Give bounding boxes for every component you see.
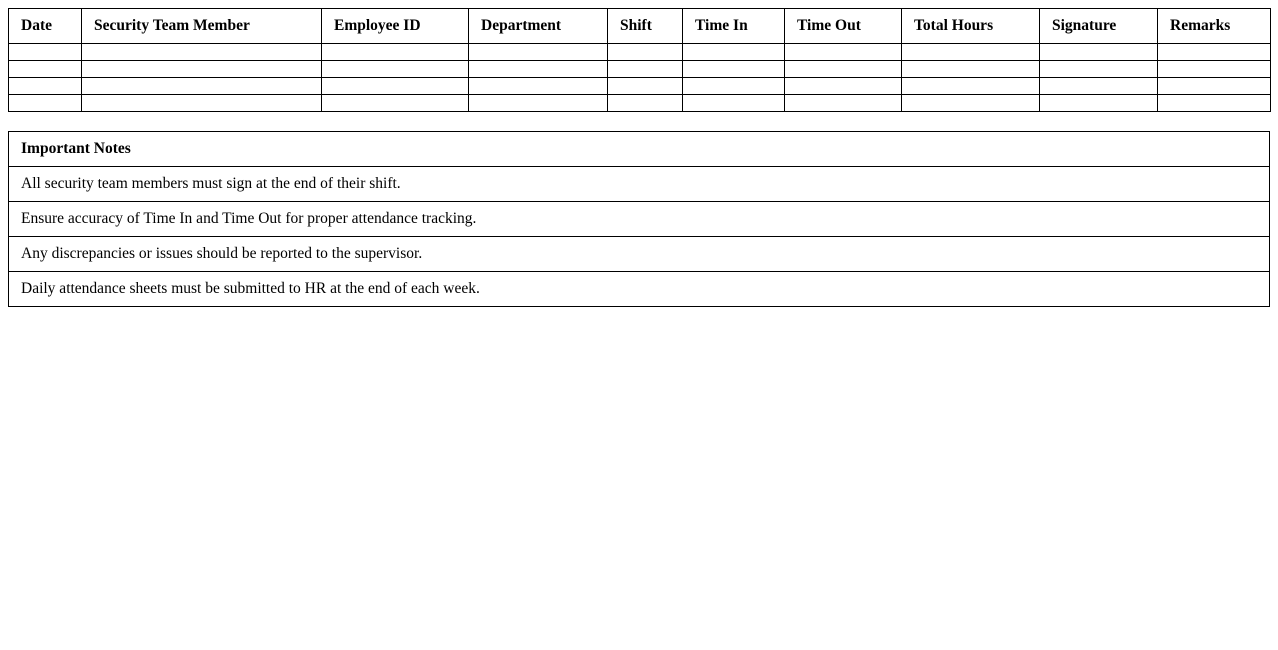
table-cell[interactable]	[82, 78, 322, 95]
column-header-time-in: Time In	[683, 9, 785, 44]
column-header-remarks: Remarks	[1158, 9, 1271, 44]
note-item: All security team members must sign at the end of their shift.	[9, 167, 1270, 202]
note-row	[9, 272, 1270, 307]
table-row	[9, 61, 1271, 78]
notes-title-row	[9, 132, 1270, 167]
table-cell[interactable]	[608, 61, 683, 78]
table-cell[interactable]	[82, 95, 322, 112]
table-cell[interactable]	[785, 44, 902, 61]
table-cell[interactable]	[683, 78, 785, 95]
table-cell[interactable]	[902, 95, 1040, 112]
table-cell[interactable]	[608, 78, 683, 95]
column-header-signature: Signature	[1040, 9, 1158, 44]
important-notes-table	[8, 131, 1270, 307]
table-cell[interactable]	[322, 61, 469, 78]
column-header-date: Date	[9, 9, 82, 44]
column-header-total-hours: Total Hours	[902, 9, 1040, 44]
table-cell[interactable]	[608, 95, 683, 112]
column-header-time-out: Time Out	[785, 9, 902, 44]
table-cell[interactable]	[902, 44, 1040, 61]
table-cell[interactable]	[1040, 78, 1158, 95]
table-cell[interactable]	[1040, 61, 1158, 78]
table-cell[interactable]	[9, 61, 82, 78]
table-row	[9, 78, 1271, 95]
column-header-shift: Shift	[608, 9, 683, 44]
table-cell[interactable]	[1158, 44, 1271, 61]
table-cell[interactable]	[1158, 95, 1271, 112]
table-row	[9, 95, 1271, 112]
column-header-security-team-member: Security Team Member	[82, 9, 322, 44]
table-cell[interactable]	[322, 44, 469, 61]
table-cell[interactable]	[683, 95, 785, 112]
note-row	[9, 202, 1270, 237]
table-cell[interactable]	[785, 61, 902, 78]
note-item: Ensure accuracy of Time In and Time Out for proper attendance tracking.	[9, 202, 1270, 237]
document	[8, 8, 1270, 307]
note-item: Daily attendance sheets must be submitted to HR at the end of each week.	[9, 272, 1270, 307]
table-cell[interactable]	[902, 61, 1040, 78]
table-cell[interactable]	[9, 95, 82, 112]
table-cell[interactable]	[1158, 78, 1271, 95]
notes-title: Important Notes	[9, 132, 1270, 167]
table-cell[interactable]	[469, 95, 608, 112]
column-header-department: Department	[469, 9, 608, 44]
note-item: Any discrepancies or issues should be reported to the supervisor.	[9, 237, 1270, 272]
table-cell[interactable]	[785, 95, 902, 112]
table-cell[interactable]	[9, 44, 82, 61]
note-row	[9, 167, 1270, 202]
table-cell[interactable]	[1158, 61, 1271, 78]
attendance-table	[8, 8, 1271, 112]
table-cell[interactable]	[9, 78, 82, 95]
table-cell[interactable]	[82, 44, 322, 61]
table-cell[interactable]	[785, 78, 902, 95]
table-cell[interactable]	[469, 61, 608, 78]
table-cell[interactable]	[608, 44, 683, 61]
table-cell[interactable]	[902, 78, 1040, 95]
table-cell[interactable]	[683, 61, 785, 78]
table-header-row	[9, 9, 1271, 44]
table-cell[interactable]	[1040, 95, 1158, 112]
table-cell[interactable]	[1040, 44, 1158, 61]
table-cell[interactable]	[322, 95, 469, 112]
table-cell[interactable]	[469, 78, 608, 95]
table-cell[interactable]	[469, 44, 608, 61]
column-header-employee-id: Employee ID	[322, 9, 469, 44]
table-cell[interactable]	[683, 44, 785, 61]
table-cell[interactable]	[322, 78, 469, 95]
table-cell[interactable]	[82, 61, 322, 78]
note-row	[9, 237, 1270, 272]
table-row	[9, 44, 1271, 61]
